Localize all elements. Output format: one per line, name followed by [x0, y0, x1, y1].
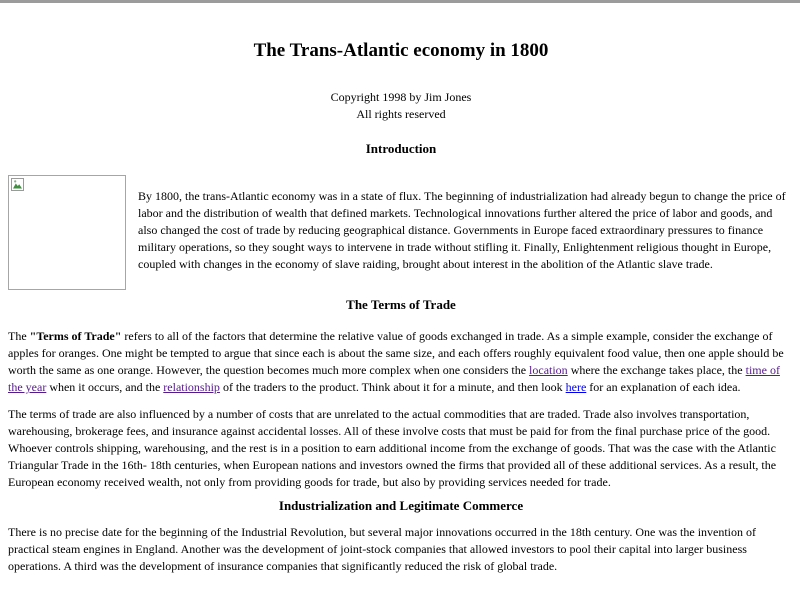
terms-p1-s1: refers to all of the factors that determine the relative value of goods exchanged in trade. As a simple example, consider the exchange of apples for oranges. One might be tempted to argue that since each is about the same size, and each offers roughly equivalent food value, then one apple should be worth the same as one orange. However, the question becomes much more complex when one considers the: [8, 329, 784, 377]
terms-p1-lead: The: [8, 329, 30, 343]
copyright-line-2: All rights reserved: [356, 107, 446, 121]
terms-of-trade-bold: "Terms of Trade": [29, 329, 122, 343]
terms-paragraph-1: [8, 328, 794, 396]
section-heading-introduction: Introduction: [365, 141, 437, 156]
image-placeholder: [8, 175, 126, 290]
page-title: The Trans-Atlantic economy in 1800: [253, 40, 549, 61]
document-page: [0, 39, 800, 575]
link-location[interactable]: location: [529, 363, 568, 377]
terms-p1-s5: for an explanation of each idea.: [586, 380, 741, 394]
window-top-edge: [0, 0, 800, 3]
terms-paragraph-2: The terms of trade are also influenced by a number of costs that are unrelated to the actual commodities that are traded. Trade also involves transportation, warehousing, brokerage fees, and insurance against accidental losses. All of these involve costs that must be paid for from the final purchase price of the good. Whoever controls shipping, warehousing, and the rest is in a position to earn additional income from the exchange of goods. That was the case with the Atlantic Triangular Trade in the 16th- 18th centuries, when European nations and investors owned the firms that provided all of these additional services. As a result, the European economy received wealth, not only from providing goods for trade, but also by providing services needed for trade.: [8, 407, 777, 489]
link-relationship[interactable]: relationship: [163, 380, 220, 394]
section-heading-industrialization: Industrialization and Legitimate Commerce: [278, 498, 524, 513]
terms-p1-s2: where the exchange takes place, the: [567, 363, 746, 377]
link-time-of-year[interactable]: time of the year: [8, 363, 780, 394]
copyright-line-1: Copyright 1998 by Jim Jones: [330, 90, 472, 104]
terms-p1-s3: when it occurs, and the: [46, 380, 164, 394]
intro-section: [8, 175, 794, 273]
section-heading-terms-of-trade: The Terms of Trade: [346, 297, 456, 312]
industrialization-paragraph: There is no precise date for the beginning of the Industrial Revolution, but several major innovations occurred in the 18th century. One was the invention of practical steam engines in England. Another was the development of joint-stock companies that allowed investors to pool their capital into larger business operations. A third was the development of insurance companies that significantly reduced the risk of global trade.: [8, 525, 757, 573]
link-here[interactable]: here: [565, 380, 587, 394]
terms-p1-s4: of the traders to the product. Think about it for a minute, and then look: [219, 380, 566, 394]
copyright-block: [8, 89, 794, 123]
broken-image-icon: [11, 178, 24, 191]
intro-paragraph: By 1800, the trans-Atlantic economy was in a state of flux. The beginning of industrialization had already begun to change the price of labor and the distribution of wealth that defined markets. Technological innovations further altered the price of labor and goods, and also changed the cost of trade by reducing geographical distance. Governments in Europe faced extraordinary pressures to finance military operations, so they sought ways to intervene in trade without stifling it. Finally, Enlightenment religious thought in Europe, coupled with changes in the economy of slave raiding, brought about interest in the abolition of the Atlantic slave trade.: [138, 189, 786, 271]
